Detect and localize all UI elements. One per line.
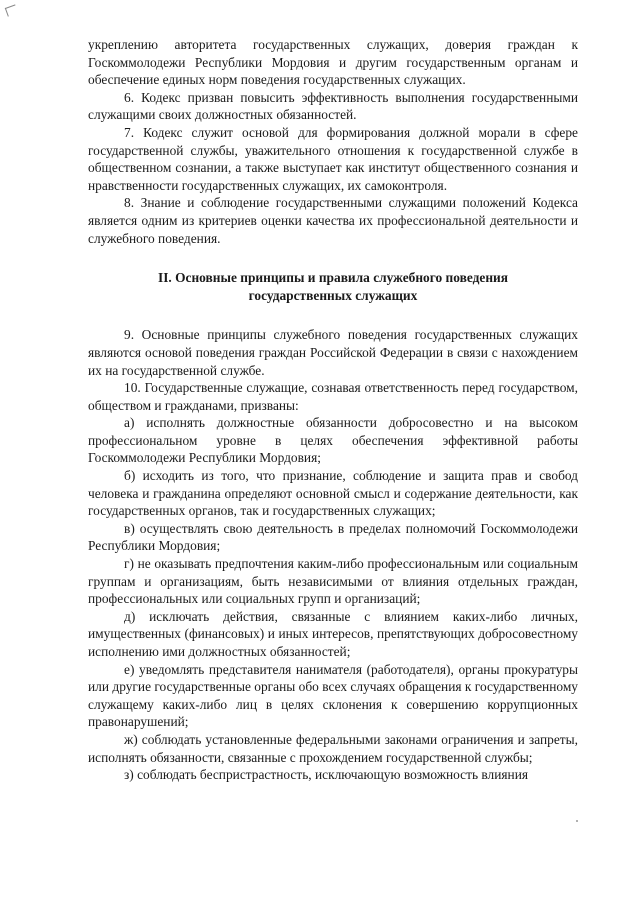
paragraph-7: 7. Кодекс служит основой для формирования должной морали в сфере государственной службы, уважительного отношения к государственной службе в общественном сознании, а также выступает как институт общественного сознания и нравственности государственных служащих, их самоконтроля. (88, 124, 578, 193)
corner-scan-mark (5, 4, 18, 16)
section-heading-line-1: II. Основные принципы и правила служебного поведения (157, 270, 509, 286)
paragraph-8: 8. Знание и соблюдение государственными служащими положений Кодекса является одним из критериев оценки качества их профессиональной деятельности и служебного поведения. (88, 195, 578, 246)
paragraph-intro-continuation: укреплению авторитета государственных служащих, доверия граждан к Госкоммолодежи Республики Мордовия и другим государственным органам и обеспечение единых норм поведения государственных служащих. (88, 37, 578, 88)
list-item-a: а) исполнять должностные обязанности добросовестно и на высоком профессиональном уровне в целях обеспечения эффективной работы Госкоммолодежи Республики Мордовия; (88, 415, 578, 466)
section-heading (88, 269, 578, 304)
document-body (88, 36, 578, 784)
paragraph-10: 10. Государственные служащие, сознавая ответственность перед государством, обществом и гражданами, призваны: (88, 380, 578, 413)
list-item-z: з) соблюдать беспристрастность, исключающую возможность влияния (124, 767, 529, 783)
section-heading-line-2: государственных служащих (248, 287, 418, 303)
list-item-e: е) уведомлять представителя нанимателя (работодателя), органы прокуратуры или другие государственные органы обо всех случаях обращения к государственному служащему каких-либо лиц в целях склонения к совершению коррупционных правонарушений; (88, 661, 578, 730)
paragraph-6: 6. Кодекс призван повысить эффективность выполнения государственными служащими своих должностных обязанностей. (88, 89, 578, 123)
list-item-d: д) исключать действия, связанные с влиянием каких-либо личных, имущественных (финансовых) и иных интересов, препятствующих добросовестному исполнению ими должностных обязанностей; (88, 608, 578, 659)
list-item-zh: ж) соблюдать установленные федеральными законами ограничения и запреты, исполнять обязанности, связанные с прохождением государственной службы; (88, 731, 578, 765)
paragraph-9: 9. Основные принципы служебного поведения государственных служащих являются основой поведения граждан Российской Федерации в связи с нахождением их на государственной службе. (88, 327, 578, 378)
list-item-g: г) не оказывать предпочтения каким-либо профессиональным или социальным группам и организациям, быть независимыми от влияния отдельных граждан, профессиональных или социальных групп и организаций; (88, 556, 578, 607)
list-item-v: в) осуществлять свою деятельность в пределах полномочий Госкоммолодежи Республики Мордовия; (88, 520, 578, 554)
scan-speck (576, 820, 578, 822)
list-item-b: б) исходить из того, что признание, соблюдение и защита прав и свобод человека и гражданина определяют основной смысл и содержание деятельности, как государственных органов, так и государственных служащих; (88, 468, 578, 519)
